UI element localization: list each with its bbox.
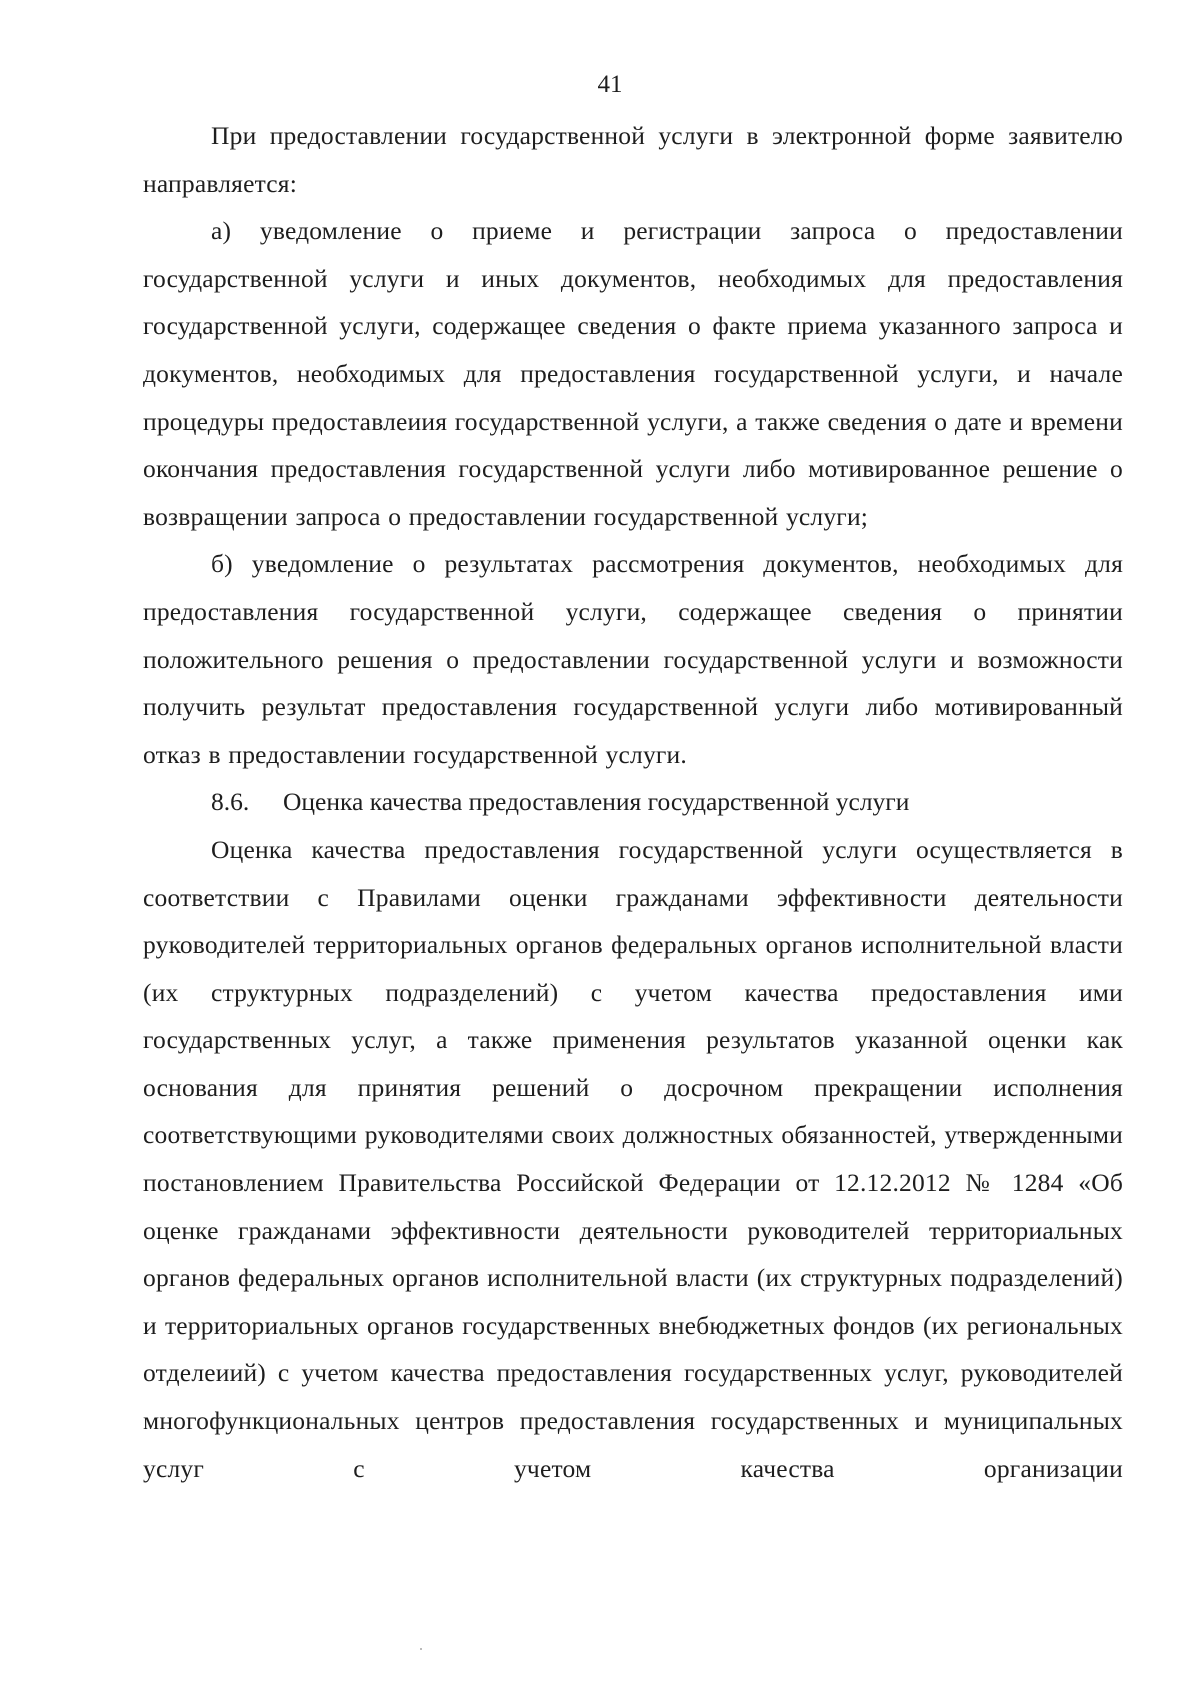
paragraph-quality-assessment: Оценка качества предоставления государственной услуги осуществляется в соответствии с Правилами оценки гражданами эффективности деятельности руководителей территориальных органов федеральных органов исполнительной власти (их структурных подразделений) с учетом качества предоставления ими государственных услуг, а также применения результатов указанной оценки как основания для принятия решений о досрочном прекращении исполнения соответствующими руководителями своих должностных обязанностей, утвержденными постановлением Правительства Российской Федерации от 12.12.2012 № 1284 «Об оценке гражданами эффективности деятельности руководителей территориальных органов федеральных органов исполнительной власти (их структурных подразделений) и территориальных органов государственных внебюджетных фондов (их региональных отделеиий) с учетом качества предоставления государственных услуг, руководителей многофункциональных центров предоставления государственных и муниципальных услуг с учетом качества организации (143, 834, 1123, 1483)
paragraph-electronic-notification-intro: При предоставлении государственной услуги в электронной форме заявителю направляется: (143, 121, 1123, 198)
paragraph-item-b: б) уведомление о результатах рассмотрения документов, необходимых для предоставления государственной услуги, содержащее сведения о принятии положительного решения о предоставлении государственной услуги и возможности получить результат предоставления государственной услуги либо мотивированный отказ в предоставлении государственной услуги. (143, 549, 1123, 769)
scan-speck (420, 1648, 422, 1650)
document-body (143, 112, 1123, 1492)
page-number: 41 (597, 71, 623, 98)
section-number: 8.6. (211, 787, 250, 817)
section-heading (143, 778, 1123, 826)
paragraph-item-a: а) уведомление о приеме и регистрации запроса о предоставлении государственной услуги и иных документов, необходимых для предоставления государственной услуги, содержащее сведения о факте приема указанного запроса и документов, необходимых для предоставления государственной услуги, и начале процедуры предоставлеиия государственной услуги, а также сведения о дате и времени окончания предоставления государственной услуги либо мотивированное решение о возвращении запроса о предоставлении государственной услуги; (143, 216, 1123, 531)
section-title: Оценка качества предоставления государственной услуги (283, 787, 910, 817)
